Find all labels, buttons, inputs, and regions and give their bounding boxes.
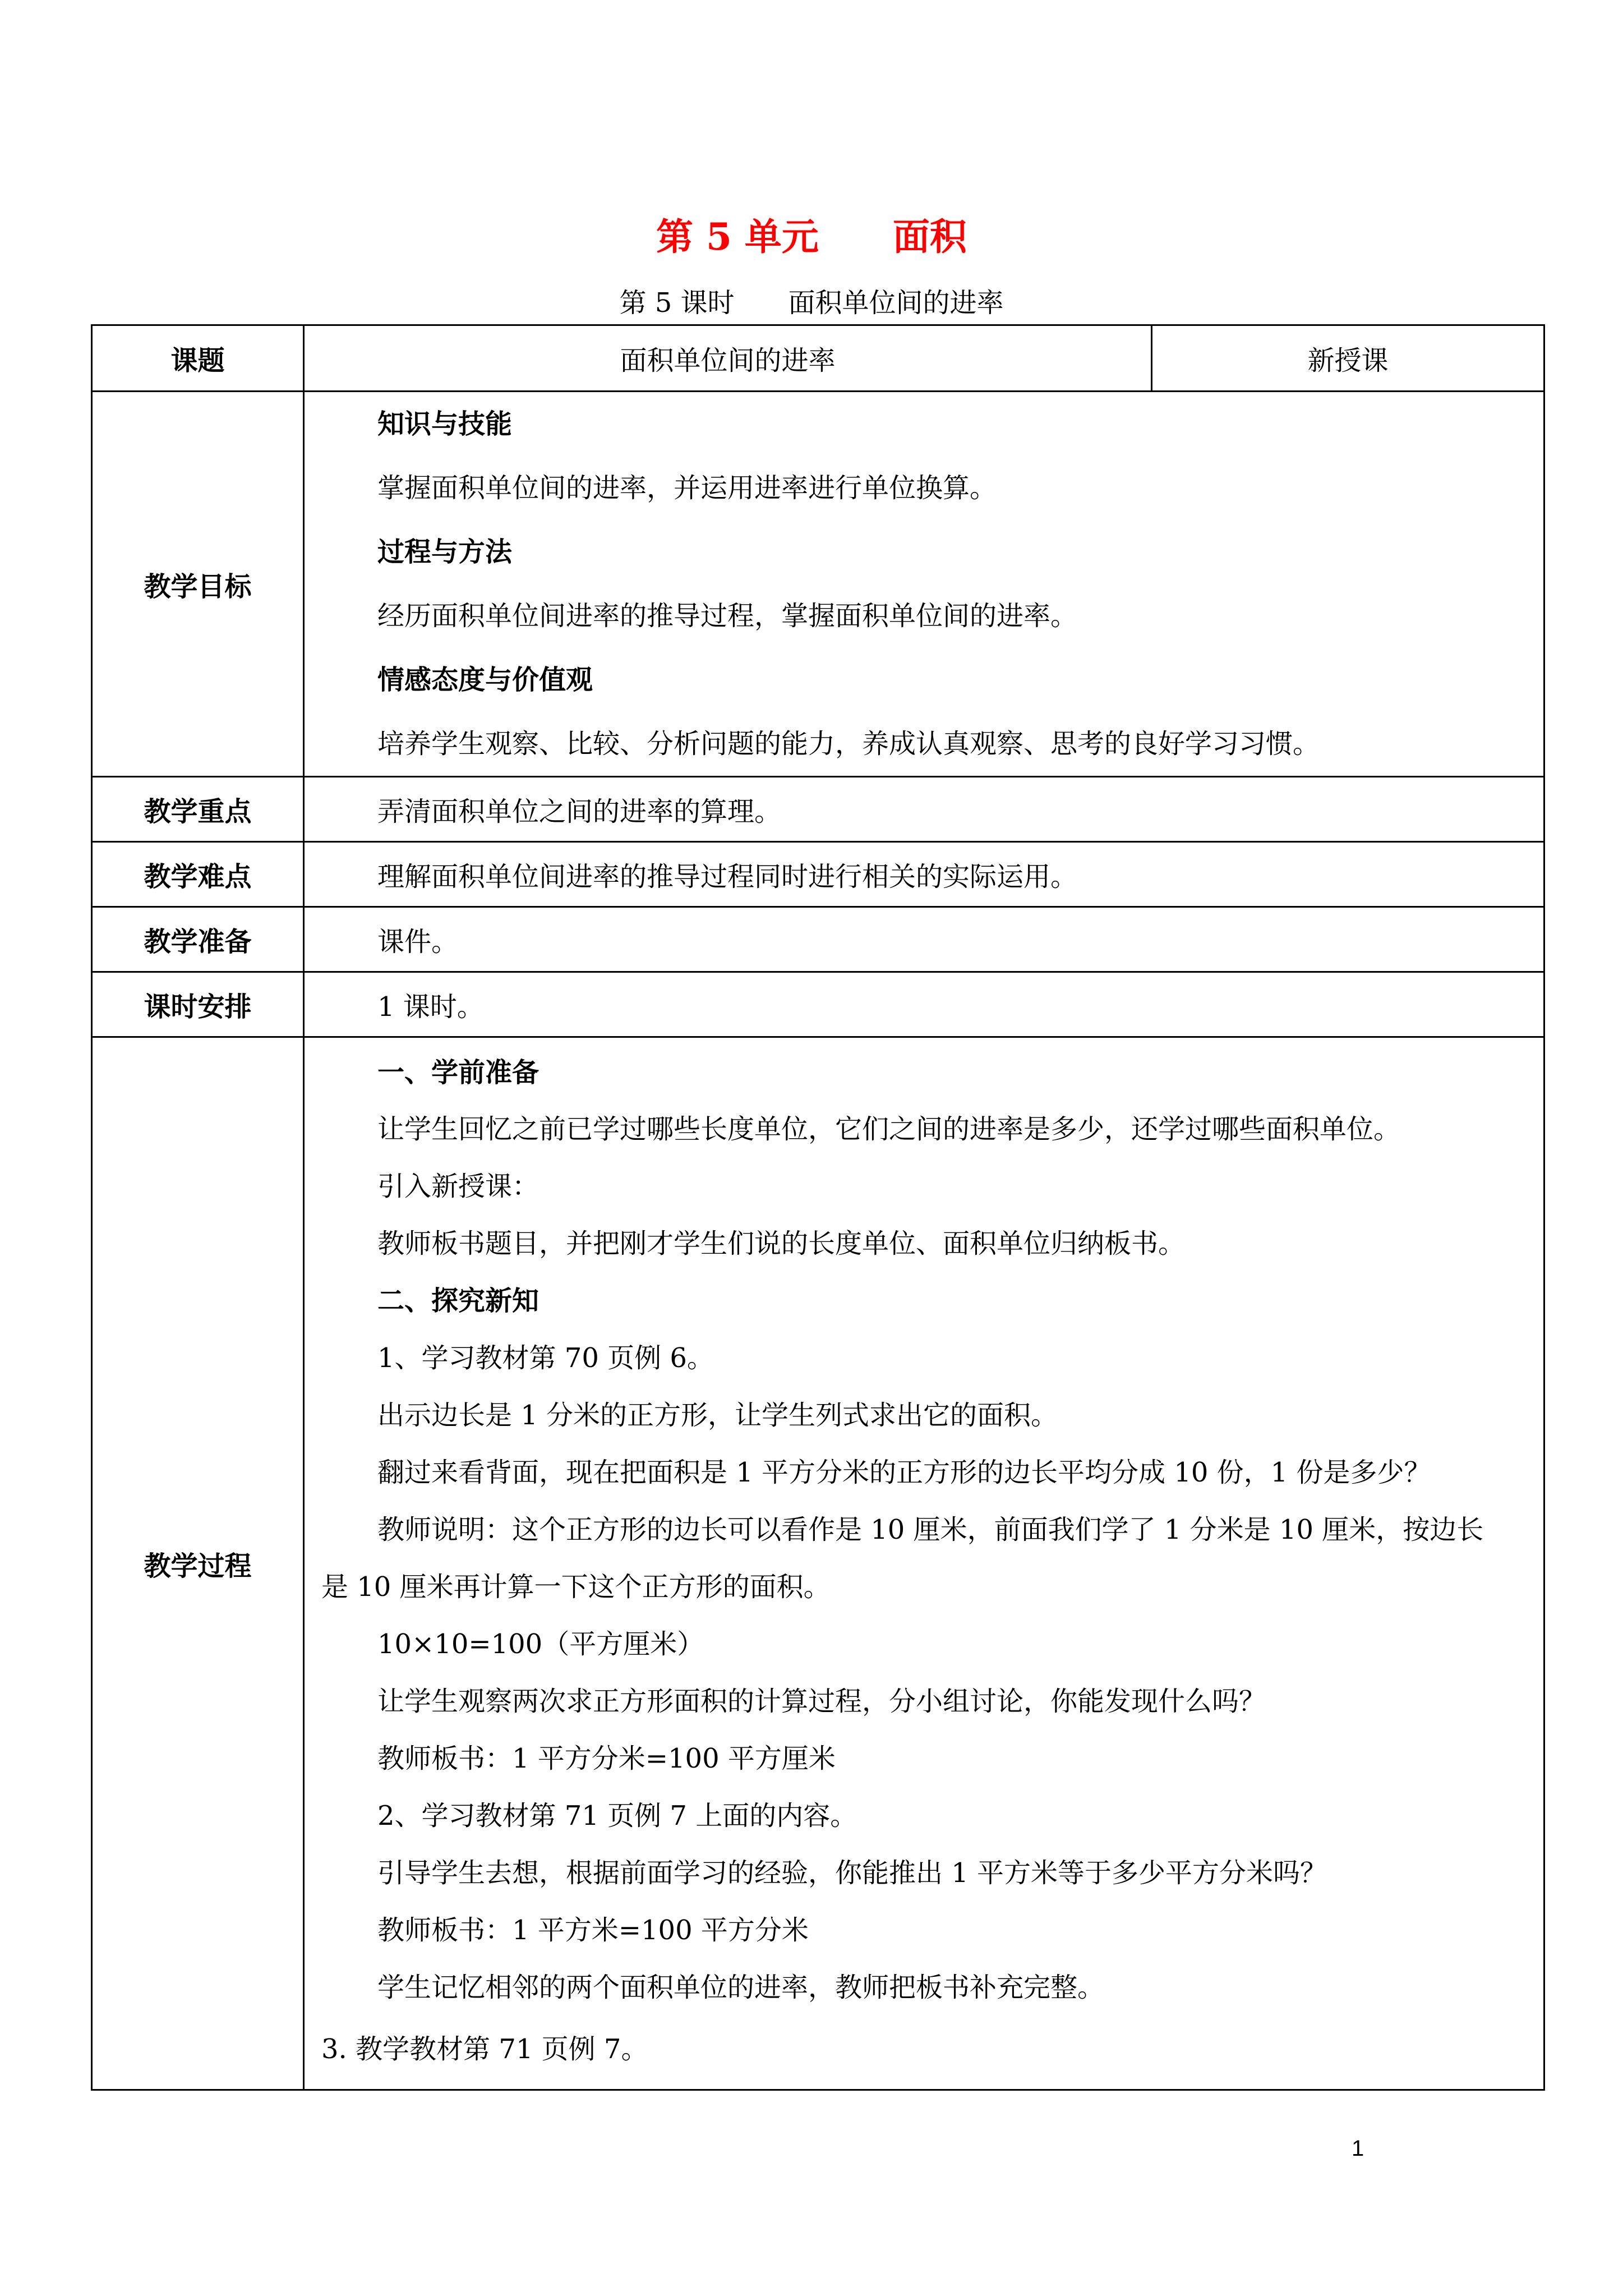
- lesson-title: 第 5 课时 面积单位间的进率: [619, 287, 1004, 319]
- objective-text: 经历面积单位间进率的推导过程，掌握面积单位间的进率。: [377, 600, 1078, 632]
- topic-value: 面积单位间的进率: [304, 325, 1152, 392]
- lesson-type: 新授课: [1152, 325, 1544, 392]
- process-line: 教师板书：1 平方米=100 平方分米: [377, 1915, 809, 1946]
- process-line: 翻过来看背面，现在把面积是 1 平方分米的正方形的边长平均分成 10 份，1 份是多少？: [377, 1457, 1431, 1488]
- process-line: 教师板书：1 平方分米=100 平方厘米: [377, 1743, 836, 1774]
- process-line: 让学生观察两次求正方形面积的计算过程，分小组讨论，你能发现什么吗？: [377, 1686, 1266, 1717]
- key-point-value: 弄清面积单位之间的进率的算理。: [304, 777, 1544, 842]
- objective-text: 培养学生观察、比较、分析问题的能力，养成认真观察、思考的良好学习习惯。: [377, 728, 1320, 760]
- table-row-topic: [92, 325, 1544, 392]
- process-content: [304, 1037, 1544, 2090]
- objective-heading: 知识与技能: [377, 408, 513, 440]
- process-line: 学生记忆相邻的两个面积单位的进率，教师把板书补充完整。: [377, 1972, 1105, 2003]
- process-line: 教师说明：这个正方形的边长可以看作是 10 厘米，前面我们学了 1 分米是 10 厘米，按边长: [377, 1514, 1484, 1545]
- preparation-label: 教学准备: [92, 907, 304, 972]
- schedule-label: 课时安排: [92, 972, 304, 1037]
- process-label: 教学过程: [92, 1037, 304, 2090]
- objective-heading: 过程与方法: [377, 536, 513, 568]
- objective-text: 掌握面积单位间的进率，并运用进率进行单位换算。: [377, 472, 997, 504]
- process-line: 是 10 厘米再计算一下这个正方形的面积。: [321, 1571, 831, 1603]
- table-row-schedule: [92, 972, 1544, 1037]
- process-line: 二、探究新知: [377, 1285, 540, 1317]
- objective-heading: 情感态度与价值观: [377, 664, 593, 696]
- process-line: 引导学生去想，根据前面学习的经验，你能推出 1 平方米等于多少平方分米吗？: [377, 1857, 1327, 1889]
- lesson-plan-table: [91, 324, 1545, 2091]
- table-row-objectives: [92, 392, 1544, 777]
- table-row-preparation: [92, 907, 1544, 972]
- topic-label: 课题: [92, 325, 304, 392]
- objectives-content: [304, 392, 1544, 777]
- schedule-value: 1 课时。: [304, 972, 1544, 1037]
- process-line: 2、学习教材第 71 页例 7 上面的内容。: [377, 1800, 857, 1832]
- difficulty-value: 理解面积单位间进率的推导过程同时进行相关的实际运用。: [304, 842, 1544, 907]
- unit-title: 第 5 单元 面积: [656, 215, 967, 259]
- objectives-label: 教学目标: [92, 392, 304, 777]
- table-row-key-point: [92, 777, 1544, 842]
- process-line: 一、学前准备: [377, 1057, 540, 1088]
- page-number: 1: [1352, 2136, 1364, 2161]
- process-line: 3. 教学教材第 71 页例 7。: [321, 2033, 648, 2065]
- table-row-process: [92, 1037, 1544, 2090]
- process-line: 1、学习教材第 70 页例 6。: [377, 1342, 714, 1374]
- process-line: 教师板书题目，并把刚才学生们说的长度单位、面积单位归纳板书。: [377, 1228, 1186, 1259]
- process-line: 引入新授课：: [377, 1171, 540, 1202]
- key-point-label: 教学重点: [92, 777, 304, 842]
- table-row-difficulty: [92, 842, 1544, 907]
- process-line: 10×10=100（平方厘米）: [377, 1628, 704, 1660]
- difficulty-label: 教学难点: [92, 842, 304, 907]
- process-line: 让学生回忆之前已学过哪些长度单位，它们之间的进率是多少，还学过哪些面积单位。: [377, 1114, 1401, 1145]
- preparation-value: 课件。: [304, 907, 1544, 972]
- process-line: 出示边长是 1 分米的正方形，让学生列式求出它的面积。: [377, 1400, 1058, 1431]
